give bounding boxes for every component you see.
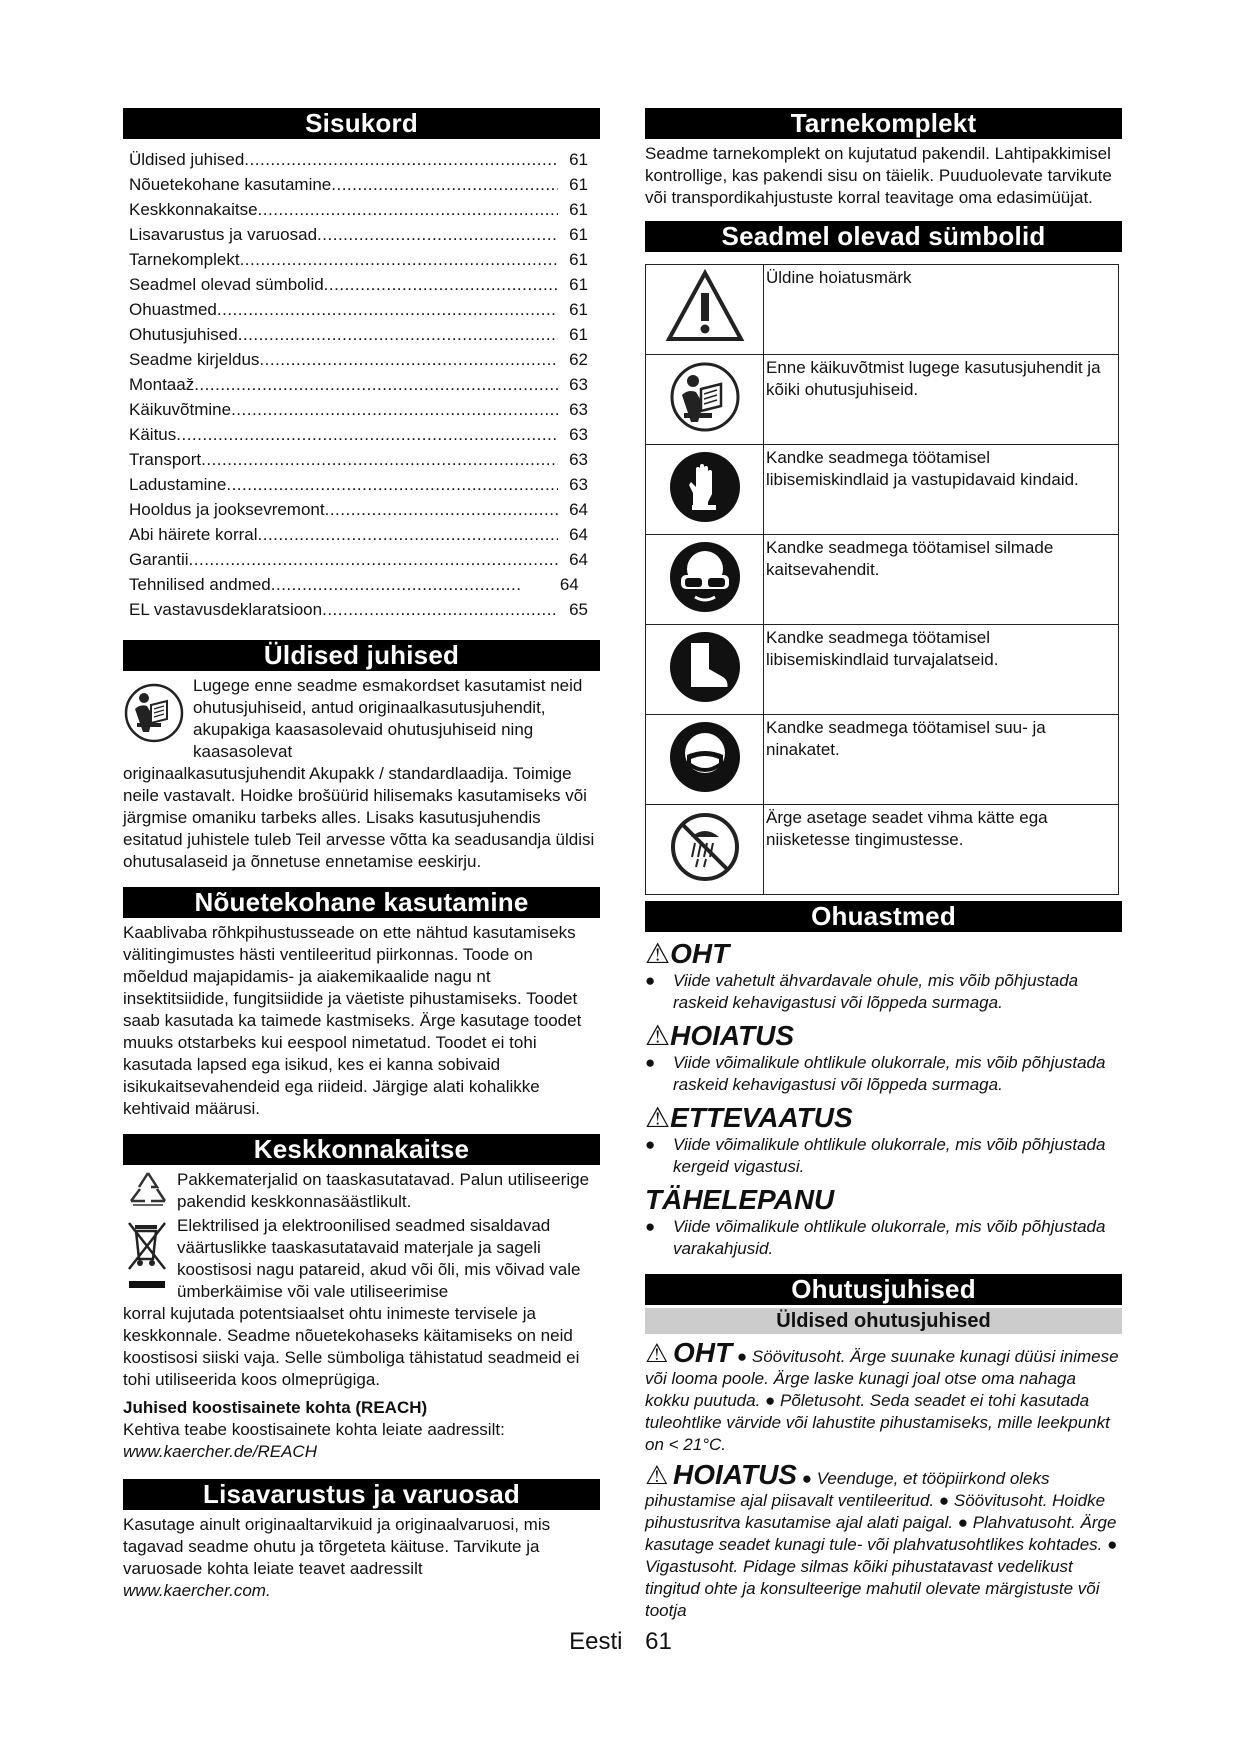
scope-body: Seadme tarnekomplekt on kujutatud pakendil. Lahtipakkimisel kontrollige, kas pakendi sisu on täielik. Puuduolevate tarvikute või transpordikahjustuste korral teavitage oma edasimüüjat. xyxy=(645,144,1112,207)
hazard-notice-item: ● Viide võimalikule ohtlikule olukorrale, mis võib põhjustada varakahjusid. xyxy=(645,1217,1106,1258)
symbol-text: Kandke seadmega töötamisel silmade kaitsevahendit. xyxy=(764,535,1119,625)
toc-item[interactable]: Tehnilised andmed ..... 64 xyxy=(129,572,600,597)
right-column xyxy=(645,108,1122,1622)
recycle-block xyxy=(123,1169,600,1215)
intended-use-title: Nõuetekohane kasutamine xyxy=(123,887,600,918)
intended-use-body: Kaablivaba rõhkpihustusseade on ette nähtud kasutamiseks välitingimustes hästi ventileeritud piirkonnas. Toode on mõeldud majapidamis- ja aiakemikaalide nagu nt insektitsiidide, fungitsiidide ja väetiste pihustamiseks. Toodet saab kasutada ka taimede kastmiseks. Ärge kasutage toodet muuks otstarbeks kui eespool nimetatud. Toodet ei tohi kasutada lapsed ega isikud, kes ei kanna sobivaid isikukaitsevahendeid ega riideid. Järgige alati kohalikke kehtivaid määrusi. xyxy=(123,923,582,1118)
toc-item[interactable]: Abi häirete korral ..... 64 xyxy=(129,522,600,547)
warning-triangle-icon xyxy=(663,267,747,347)
table-row xyxy=(646,445,1119,535)
mask-icon xyxy=(667,719,743,795)
general-intro-block xyxy=(123,675,600,763)
reach-title: Juhised koostisainete kohta (REACH) xyxy=(123,1398,428,1417)
hazard-caution-item: ● Viide võimalikule ohtlikule olukorrale, mis võib põhjustada kergeid vigastusi. xyxy=(645,1135,1106,1176)
recycle-icon xyxy=(123,1169,173,1215)
safety-danger-paragraph: ⚠ OHT ● Söövitusoht. Ärge suunake kunagi düüsi inimese või looma poole. Ärge laske kunagi joal otse oma nahaga kokku puutuda. ● Põletusoht. Seda seadet ei tohi kasutada tuleohtlike värvide või lahustite pihustamiseks, mille leekpunkt on < 21°C. xyxy=(645,1337,1119,1454)
safety-warning-paragraph: ⚠ HOIATUS ● Veenduge, et tööpiirkond oleks pihustamise ajal piisavalt ventileeritud. ● Söövitusoht. Hoidke pihustusritva kasutamise ajal alati paigal. ● Plahvatusoht. Ärge kasutage seadet kunagi tule- või plahvatusohtlikes kohtades. ● Vigastusoht. Pidage silmas kõiki pihustatavast vedelikust tingitud ohte ja konsulteerige mahutil olevate märgistuste või tootja xyxy=(645,1459,1118,1620)
table-row xyxy=(646,535,1119,625)
symbol-text: Enne käikuvõtmist lugege kasutusjuhendit ja kõiki ohutusjuhiseid. xyxy=(764,355,1119,445)
symbol-text: Ärge asetage seadet vihma kätte ega niisketesse tingimustesse. xyxy=(764,805,1119,895)
goggles-icon xyxy=(667,539,743,615)
symbol-text: Kandke seadmega töötamisel libisemiskindlaid ja vastupidavaid kindaid. xyxy=(764,445,1119,535)
footer-language: Eesti xyxy=(569,1628,623,1655)
weee-text: Elektrilised ja elektroonilised seadmed sisaldavad väärtuslikke taaskasutatavaid materjale ja sageli koostisosi nagu patareid, akud või õli, mis võivad vale ümberkäimise või vale utiliseerimise xyxy=(177,1216,581,1301)
symbol-text: Üldine hoiatusmärk xyxy=(764,265,1119,355)
table-row xyxy=(646,805,1119,895)
read-manual-icon xyxy=(667,359,743,435)
hazard-levels-title: Ohuastmed xyxy=(645,901,1122,932)
boot-icon xyxy=(667,629,743,705)
warning-triangle-icon: ⚠ xyxy=(645,938,671,969)
crossed-bin-icon xyxy=(123,1215,173,1303)
toc-item[interactable]: Seadmel olevad sümbolid ..... 61 xyxy=(129,272,600,297)
toc-item[interactable]: Seadme kirjeldus ..... 62 xyxy=(129,347,600,372)
general-body: originaalkasutusjuhendit Akupakk / standardlaadija. Toimige neile vastavalt. Hoidke brošüürid hilisemaks kasutamiseks või järgmise omaniku tarbeks alles. Lisaks kasutusjuhendis esitatud juhistele tuleb Teil arvesse võtta ka seadusandja üldisi ohutusalaseid ja õnnetuse ennetamise eeskirju. xyxy=(123,764,595,871)
general-intro: Lugege enne seadme esmakordset kasutamist neid ohutusjuhiseid, antud originaalkasutusjuhendit, akupakiga kaasasolevaid ohutusjuhiseid ning kaasasolevat xyxy=(193,676,583,761)
symbols-title: Seadmel olevad sümbolid xyxy=(645,221,1122,252)
table-row xyxy=(646,355,1119,445)
safety-subtitle: Üldised ohutusjuhised xyxy=(645,1308,1122,1334)
accessories-title: Lisavarustus ja varuosad xyxy=(123,1479,600,1510)
safety-title: Ohutusjuhised xyxy=(645,1274,1122,1305)
table-of-contents xyxy=(129,147,600,622)
hazard-caution-heading: ⚠ETTEVAATUS xyxy=(645,1102,853,1133)
warning-triangle-icon: ⚠ xyxy=(645,1338,669,1368)
hazard-notice-heading: TÄHELEPANU xyxy=(645,1184,835,1215)
read-manual-icon xyxy=(123,675,189,751)
accessories-body: Kasutage ainult originaaltarvikuid ja originaalvaruosi, mis tagavad seadme ohutu ja tõrgeteta käituse. Tarvikute ja varuosade kohta leiate teavet aadressilt xyxy=(123,1515,551,1578)
toc-item[interactable]: Transport ..... 63 xyxy=(129,447,600,472)
toc-item[interactable]: Hooldus ja jooksevremont ..... 64 xyxy=(129,497,600,522)
warning-triangle-icon: ⚠ xyxy=(645,1102,671,1133)
warning-triangle-icon: ⚠ xyxy=(645,1460,669,1490)
gloves-icon xyxy=(667,449,743,525)
toc-item[interactable]: Käikuvõtmine ..... 63 xyxy=(129,397,600,422)
reach-link[interactable]: www.kaercher.de/REACH xyxy=(123,1442,317,1461)
toc-item[interactable]: Lisavarustus ja varuosad ..... 61 xyxy=(129,222,600,247)
scope-title: Tarnekomplekt xyxy=(645,108,1122,139)
hazard-warning-item: ● Viide võimalikule ohtlikule olukorrale, mis võib põhjustada raskeid kehavigastusi või lõppeda surmaga. xyxy=(645,1053,1106,1094)
hazard-danger-heading: ⚠OHT xyxy=(645,938,730,969)
toc-item[interactable]: Käitus ..... 63 xyxy=(129,422,600,447)
weee-block xyxy=(123,1215,600,1303)
symbols-table xyxy=(645,264,1119,895)
toc-item[interactable]: Keskkonnakaitse ..... 61 xyxy=(129,197,600,222)
toc-item[interactable]: Tarnekomplekt ..... 61 xyxy=(129,247,600,272)
environment-title: Keskkonnakaitse xyxy=(123,1134,600,1165)
recycle-text: Pakkematerjalid on taaskasutatavad. Palun utiliseerige pakendid keskkonnasäästlikult. xyxy=(177,1170,590,1211)
general-title: Üldised juhised xyxy=(123,640,600,671)
left-column xyxy=(123,108,600,1602)
toc-item[interactable]: Ohuastmed ..... 61 xyxy=(129,297,600,322)
toc-item[interactable]: Montaaž ..... 63 xyxy=(129,372,600,397)
toc-item[interactable]: Üldised juhised ..... 61 xyxy=(129,147,600,172)
toc-item[interactable]: Ohutusjuhised ..... 61 xyxy=(129,322,600,347)
hazard-warning-heading: ⚠HOIATUS xyxy=(645,1020,795,1051)
table-row xyxy=(646,715,1119,805)
toc-item[interactable]: Nõuetekohane kasutamine ..... 61 xyxy=(129,172,600,197)
warning-triangle-icon: ⚠ xyxy=(645,1020,671,1051)
symbol-text: Kandke seadmega töötamisel libisemiskindlaid turvajalatseid. xyxy=(764,625,1119,715)
accessories-link[interactable]: www.kaercher.com. xyxy=(123,1581,271,1600)
table-row xyxy=(646,265,1119,355)
weee-text-cont: korral kujutada potentsiaalset ohtu inimeste tervisele ja keskkonnale. Seadme nõuetekohaseks käitamiseks on neid koostisosi siiski vaja. Selle sümboliga tähistatud seadmeid ei tohi utiliseerida koos olmeprügiga. xyxy=(123,1304,580,1389)
reach-text: Kehtiva teabe koostisainete kohta leiate aadressilt: xyxy=(123,1420,505,1439)
hazard-danger-item: ● Viide vahetult ähvardavale ohule, mis võib põhjustada raskeid kehavigastusi või lõppeda surmaga. xyxy=(645,971,1079,1012)
page-footer xyxy=(0,1628,1241,1656)
page-number: 61 xyxy=(645,1628,672,1655)
no-rain-icon xyxy=(667,809,743,885)
symbol-text: Kandke seadmega töötamisel suu- ja ninakatet. xyxy=(764,715,1119,805)
toc-item[interactable]: EL vastavusdeklaratsioon ..... 65 xyxy=(129,597,600,622)
toc-title: Sisukord xyxy=(123,108,600,139)
table-row xyxy=(646,625,1119,715)
toc-item[interactable]: Garantii ..... 64 xyxy=(129,547,600,572)
toc-item[interactable]: Ladustamine ..... 63 xyxy=(129,472,600,497)
